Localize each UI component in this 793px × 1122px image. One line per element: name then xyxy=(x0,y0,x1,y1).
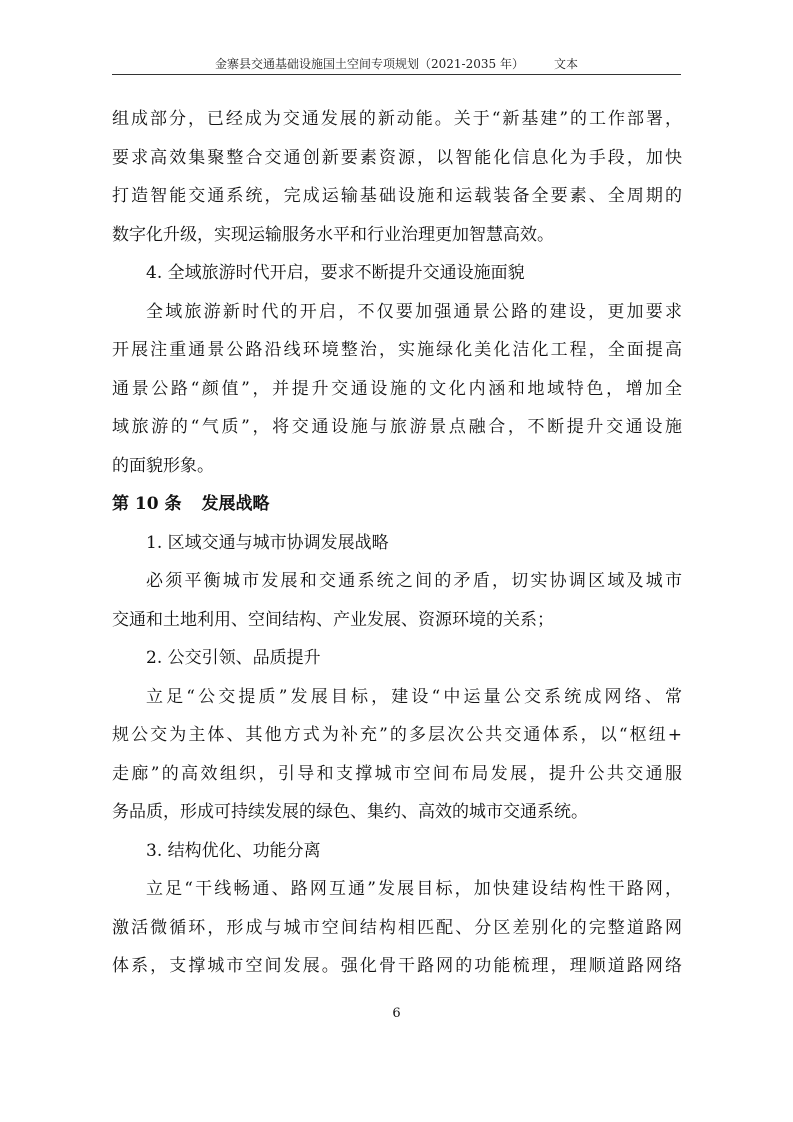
page-header xyxy=(112,54,681,75)
text-line: 立足“干线畅通、路网互通”发展目标，加快建设结构性干路网， xyxy=(146,879,682,899)
document-body xyxy=(112,100,682,986)
text-line: 务品质，形成可持续发展的绿色、集约、高效的城市交通系统。 xyxy=(112,802,588,822)
text-line: 数字化升级，实现运输服务水平和行业治理更加智慧高效。 xyxy=(112,224,554,245)
text-line: 组成部分，已经成为交通发展的新动能。关于“新基建”的工作部署， xyxy=(112,109,682,129)
subheading-tourism: 4. 全域旅游时代开启，要求不断提升交通设施面貌 xyxy=(146,263,525,283)
text-line: 全域旅游新时代的开启，不仅要加强通景公路的建设，更加要求 xyxy=(146,301,682,322)
paragraph-tourism xyxy=(112,293,682,486)
section-number: 第 10 条 xyxy=(112,494,182,514)
text-line: 走廊”的高效组织，引导和支撑城市空间布局发展，提升公共交通服 xyxy=(112,763,682,784)
paragraph-structure-optimization xyxy=(112,870,682,986)
text-line: 激活微循环，形成与城市空间结构相匹配、分区差别化的完整道路网 xyxy=(112,917,682,938)
section-title: 发展战略 xyxy=(201,494,270,514)
text-line: 开展注重通景公路沿线环境整治，实施绿化美化洁化工程，全面提高 xyxy=(112,340,682,360)
text-line: 规公交为主体、其他方式为补充”的多层次公共交通体系，以“枢纽+ xyxy=(112,725,682,745)
text-line: 交通和土地利用、空间结构、产业发展、资源环境的关系； xyxy=(112,609,554,630)
page-number: 6 xyxy=(392,1006,401,1021)
section-heading xyxy=(112,485,682,524)
text-line: 的面貌形象。 xyxy=(112,455,214,476)
text-line: 立足“公交提质”发展目标，建设“中运量公交系统成网络、常 xyxy=(146,686,682,707)
text-line: 要求高效集聚整合交通创新要素资源，以智能化信息化为手段，加快 xyxy=(112,147,682,168)
paragraph-regional-coordination xyxy=(112,562,682,639)
text-line: 体系，支撑城市空间发展。强化骨干路网的功能梳理，理顺道路网络 xyxy=(112,956,682,976)
text-line: 域旅游的“气质”，将交通设施与旅游景点融合，不断提升交通设施 xyxy=(112,417,682,437)
paragraph-new-infrastructure xyxy=(112,100,682,254)
paragraph-public-transit xyxy=(112,678,682,832)
subheading-public-transit: 2. 公交引领、品质提升 xyxy=(146,648,321,668)
subheading-structure-optimization: 3. 结构优化、功能分离 xyxy=(146,840,321,861)
text-line: 打造智能交通系统，完成运输基础设施和运载装备全要素、全周期的 xyxy=(112,186,682,206)
header-title: 金寨县交通基础设施国土空间专项规划（2021-2035 年） xyxy=(215,57,524,71)
text-line: 通景公路“颜值”，并提升交通设施的文化内涵和地域特色，增加全 xyxy=(112,378,682,399)
text-line: 必须平衡城市发展和交通系统之间的矛盾，切实协调区域及城市 xyxy=(146,571,682,591)
subheading-regional-coordination: 1. 区域交通与城市协调发展战略 xyxy=(146,532,389,553)
header-label: 文本 xyxy=(553,57,578,71)
